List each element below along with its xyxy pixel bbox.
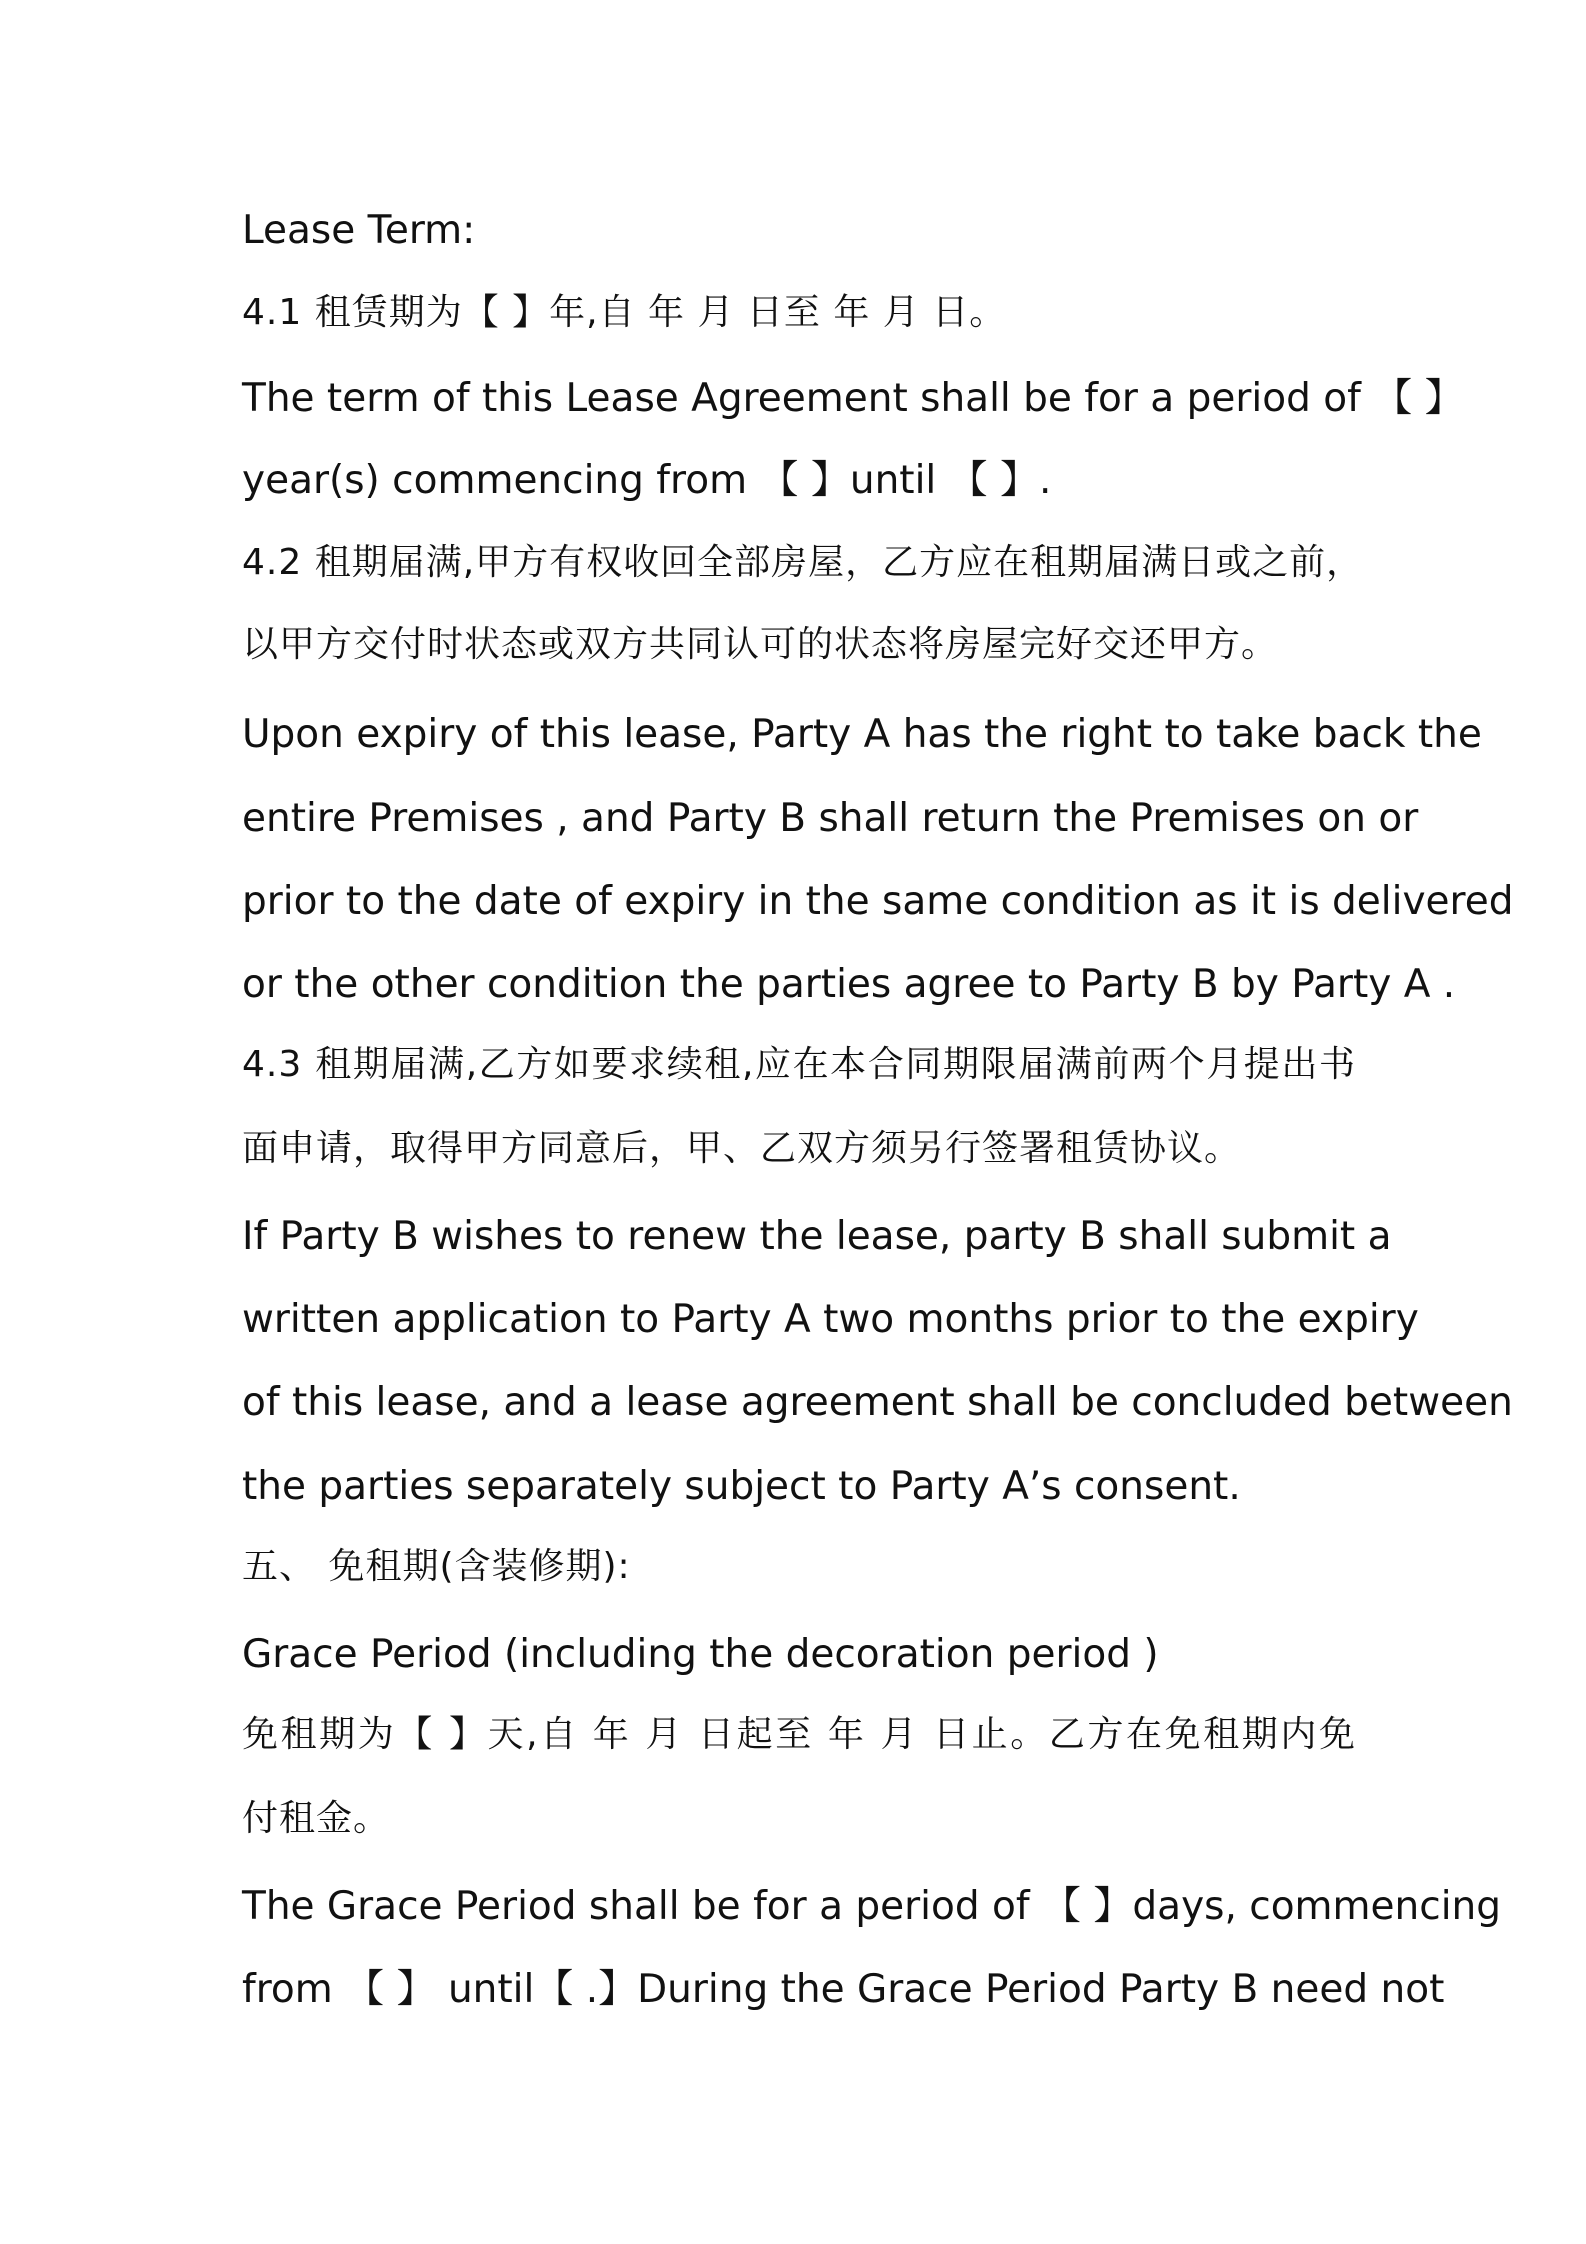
clause-4-3-en-line-2: written application to Party A two months prior to the expiry bbox=[242, 1297, 1419, 1342]
clause-4-2-en-line-1: Upon expiry of this lease, Party A has the right to take back the bbox=[242, 712, 1482, 757]
clause-4-3-en-line-3: of this lease, and a lease agreement shall be concluded between bbox=[242, 1380, 1513, 1425]
clause-4-3-cn-line-1: 4.3 租期届满,乙方如要求续租,应在本合同期限届满前两个月提出书 bbox=[242, 1044, 1356, 1085]
clause-4-1-en-line-1: The term of this Lease Agreement shall be for a period of 【 】 bbox=[242, 376, 1464, 421]
grace-period-cn-line-2: 付租金。 bbox=[242, 1798, 391, 1839]
clause-4-2-en-line-4: or the other condition the parties agree to Party B by Party A . bbox=[242, 962, 1456, 1007]
section-5-heading-cn: 五、 免租期(含装修期): bbox=[242, 1546, 631, 1587]
grace-period-cn-line-1: 免租期为【 】天,自 年 月 日起至 年 月 日止。乙方在免租期内免 bbox=[242, 1714, 1356, 1755]
grace-period-en-line-2: from 【 】 until【 .】During the Grace Period Party B need not bbox=[242, 1967, 1445, 2012]
lease-term-heading: Lease Term: bbox=[242, 208, 476, 253]
clause-4-3-cn-line-2: 面申请，取得甲方同意后，甲、乙双方须另行签署租赁协议。 bbox=[242, 1128, 1242, 1169]
clause-4-2-cn-line-2: 以甲方交付时状态或双方共同认可的状态将房屋完好交还甲方。 bbox=[242, 624, 1279, 665]
clause-4-2-cn-line-1: 4.2 租期届满,甲方有权收回全部房屋，乙方应在租期届满日或之前， bbox=[242, 542, 1364, 583]
grace-period-en-line-1: The Grace Period shall be for a period of 【 】days, commencing bbox=[242, 1884, 1502, 1929]
clause-4-2-en-line-2: entire Premises , and Party B shall return the Premises on or bbox=[242, 796, 1419, 841]
clause-4-1-en-line-2: year(s) commencing from 【 】until 【 】. bbox=[242, 458, 1052, 503]
clause-4-2-en-line-3: prior to the date of expiry in the same condition as it is delivered bbox=[242, 879, 1514, 924]
clause-4-3-en-line-4: the parties separately subject to Party A’s consent. bbox=[242, 1464, 1241, 1509]
section-5-heading-en: Grace Period (including the decoration period ) bbox=[242, 1632, 1159, 1677]
clause-4-1-cn: 4.1 租赁期为【 】年,自 年 月 日至 年 月 日。 bbox=[242, 292, 1007, 333]
clause-4-3-en-line-1: If Party B wishes to renew the lease, party B shall submit a bbox=[242, 1214, 1392, 1259]
